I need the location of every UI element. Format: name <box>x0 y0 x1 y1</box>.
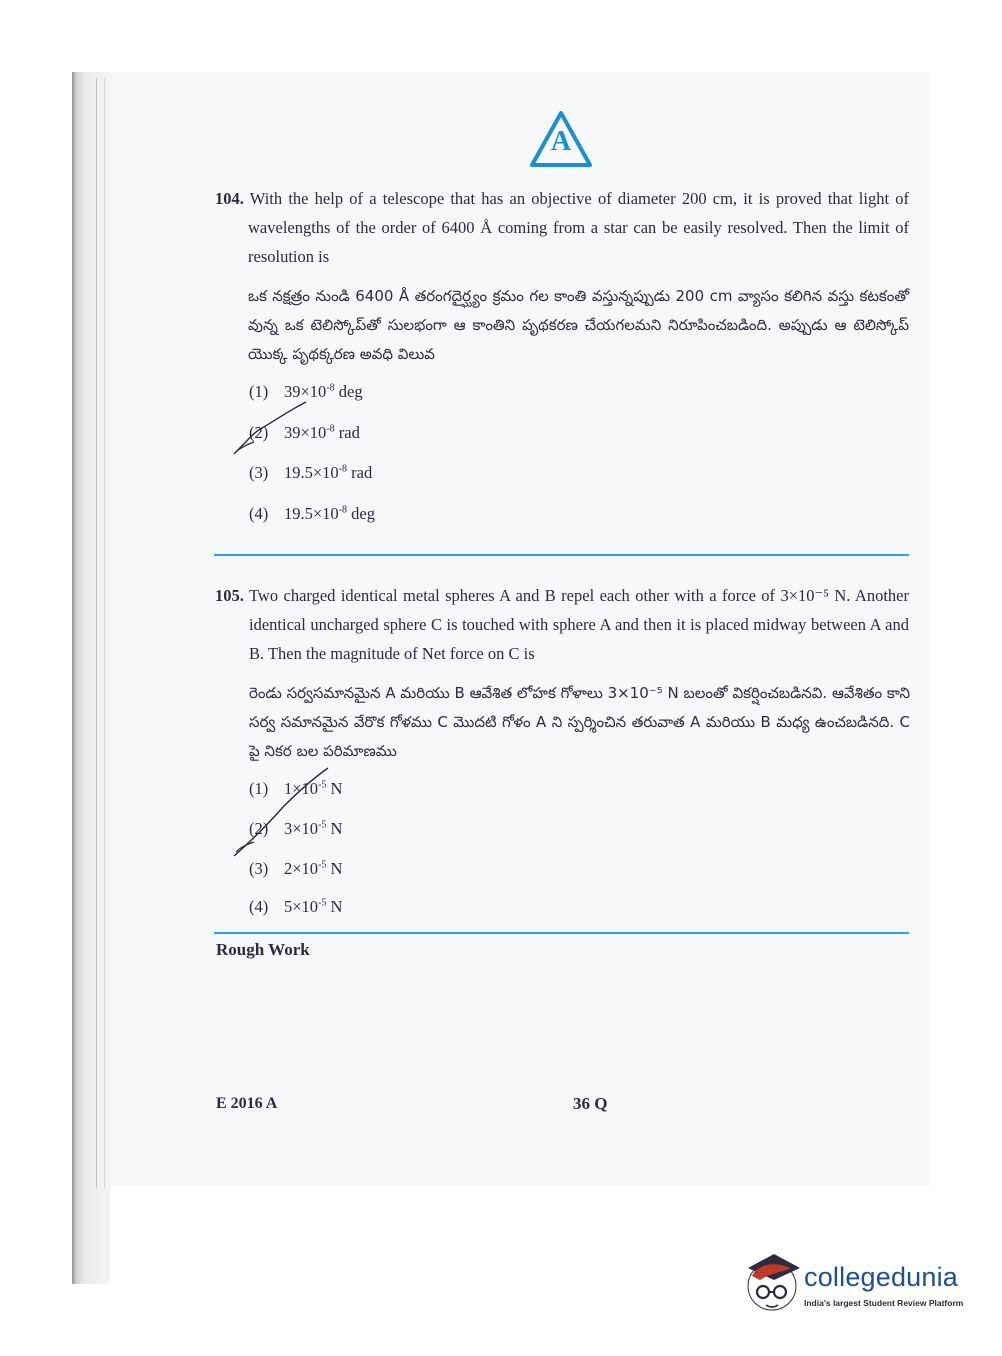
option-exponent: -5 <box>318 897 327 909</box>
option-coefficient: 5×10 <box>284 897 319 916</box>
option-unit: rad <box>334 423 360 442</box>
option-coefficient: 19.5×10 <box>284 463 339 482</box>
q104-option-3[interactable] <box>249 463 372 483</box>
page-edge-line <box>96 78 97 1188</box>
option-unit: N <box>326 819 343 838</box>
question-104 <box>215 184 909 271</box>
question-text: Two charged identical metal spheres A and B repel each other with a force of 3×10⁻⁵ N. Another identical uncharged sphere C is touched with sphere A and then it is placed midway between A and B. Then the magnitude of Net force on C is <box>249 586 910 663</box>
option-number: (3) <box>249 463 269 482</box>
option-number: (2) <box>249 819 269 838</box>
watermark-tagline: India's largest Student Review Platform <box>804 1298 964 1308</box>
option-coefficient: 1×10 <box>284 779 319 798</box>
option-unit: N <box>326 897 343 916</box>
option-coefficient: 39×10 <box>284 382 327 401</box>
question-105-telugu: రెండు సర్వసమానమైన A మరియు B ఆవేశిత లోహక గోళాలు 3×10⁻⁵ N బలంతో వికర్షించబడినవి. ఆవేశితం కాని సర్వ సమానమైన వేరొక గోళము C మొదటి గోళం A ని స్పర్శించిన తరువాత A మరియు B మధ్య ఉంచబడినది. C పై నికర బల పరిమాణము <box>249 684 910 760</box>
option-unit: deg <box>334 382 363 401</box>
option-number: (4) <box>249 897 269 916</box>
q105-option-3[interactable] <box>249 859 342 879</box>
question-104-telugu: ఒక నక్షత్రం నుండి 6400 Å తరంగదైర్ఘ్యం క్రమం గల కాంతి వస్తున్నప్పుడు 200 cm వ్యాసం కలిగిన వస్తు కటకంతో వున్న ఒక టెలిస్కోప్‌తో సులభంగా ఆ కాంతిని పృథకరణ చేయగలమని నిరూపించబడింది. అప్పుడు ఆ టెలిస్కోప్ యొక్క పృథక్కరణ అవధి విలువ <box>248 287 909 363</box>
option-coefficient: 39×10 <box>284 423 327 442</box>
option-unit: rad <box>347 463 373 482</box>
page-number: 36 Q <box>573 1094 608 1113</box>
option-exponent: -8 <box>326 382 335 394</box>
question-divider <box>214 554 909 556</box>
option-number: (2) <box>249 423 269 442</box>
q104-option-4[interactable] <box>249 504 375 524</box>
option-coefficient: 2×10 <box>284 859 319 878</box>
option-exponent: -5 <box>318 819 327 831</box>
option-unit: N <box>326 779 343 798</box>
question-number: 105. <box>215 586 244 605</box>
page-edge-line <box>104 78 105 1188</box>
answer-tick-mark-icon <box>228 398 318 458</box>
question-105 <box>215 581 909 668</box>
option-unit: deg <box>347 504 375 523</box>
option-number: (3) <box>249 859 269 878</box>
option-exponent: -5 <box>318 859 327 871</box>
watermark-brand: collegedunia <box>804 1262 959 1292</box>
booklet-code: A <box>550 126 572 157</box>
option-exponent: -8 <box>338 504 348 516</box>
option-number: (1) <box>249 382 269 401</box>
option-coefficient: 19.5×10 <box>284 504 339 523</box>
answer-tick-mark-icon <box>228 766 338 862</box>
option-exponent: -5 <box>318 779 327 791</box>
booklet-code-footer: E 2016 A <box>216 1095 278 1112</box>
option-exponent: -8 <box>326 423 335 435</box>
question-number: 104. <box>215 189 244 208</box>
option-coefficient: 3×10 <box>284 819 319 838</box>
question-divider <box>214 932 909 934</box>
option-number: (4) <box>249 504 269 523</box>
question-text: With the help of a telescope that has an objective of diameter 200 cm, it is proved that light of wavelengths of the order of 6400 Å coming from a star can be easily resolved. Then the limit of resolution is <box>248 189 909 266</box>
rough-work-label: Rough Work <box>216 940 310 959</box>
option-number: (1) <box>249 779 269 798</box>
option-exponent: -8 <box>338 463 348 475</box>
option-unit: N <box>326 859 343 878</box>
q105-option-4[interactable] <box>249 897 342 917</box>
